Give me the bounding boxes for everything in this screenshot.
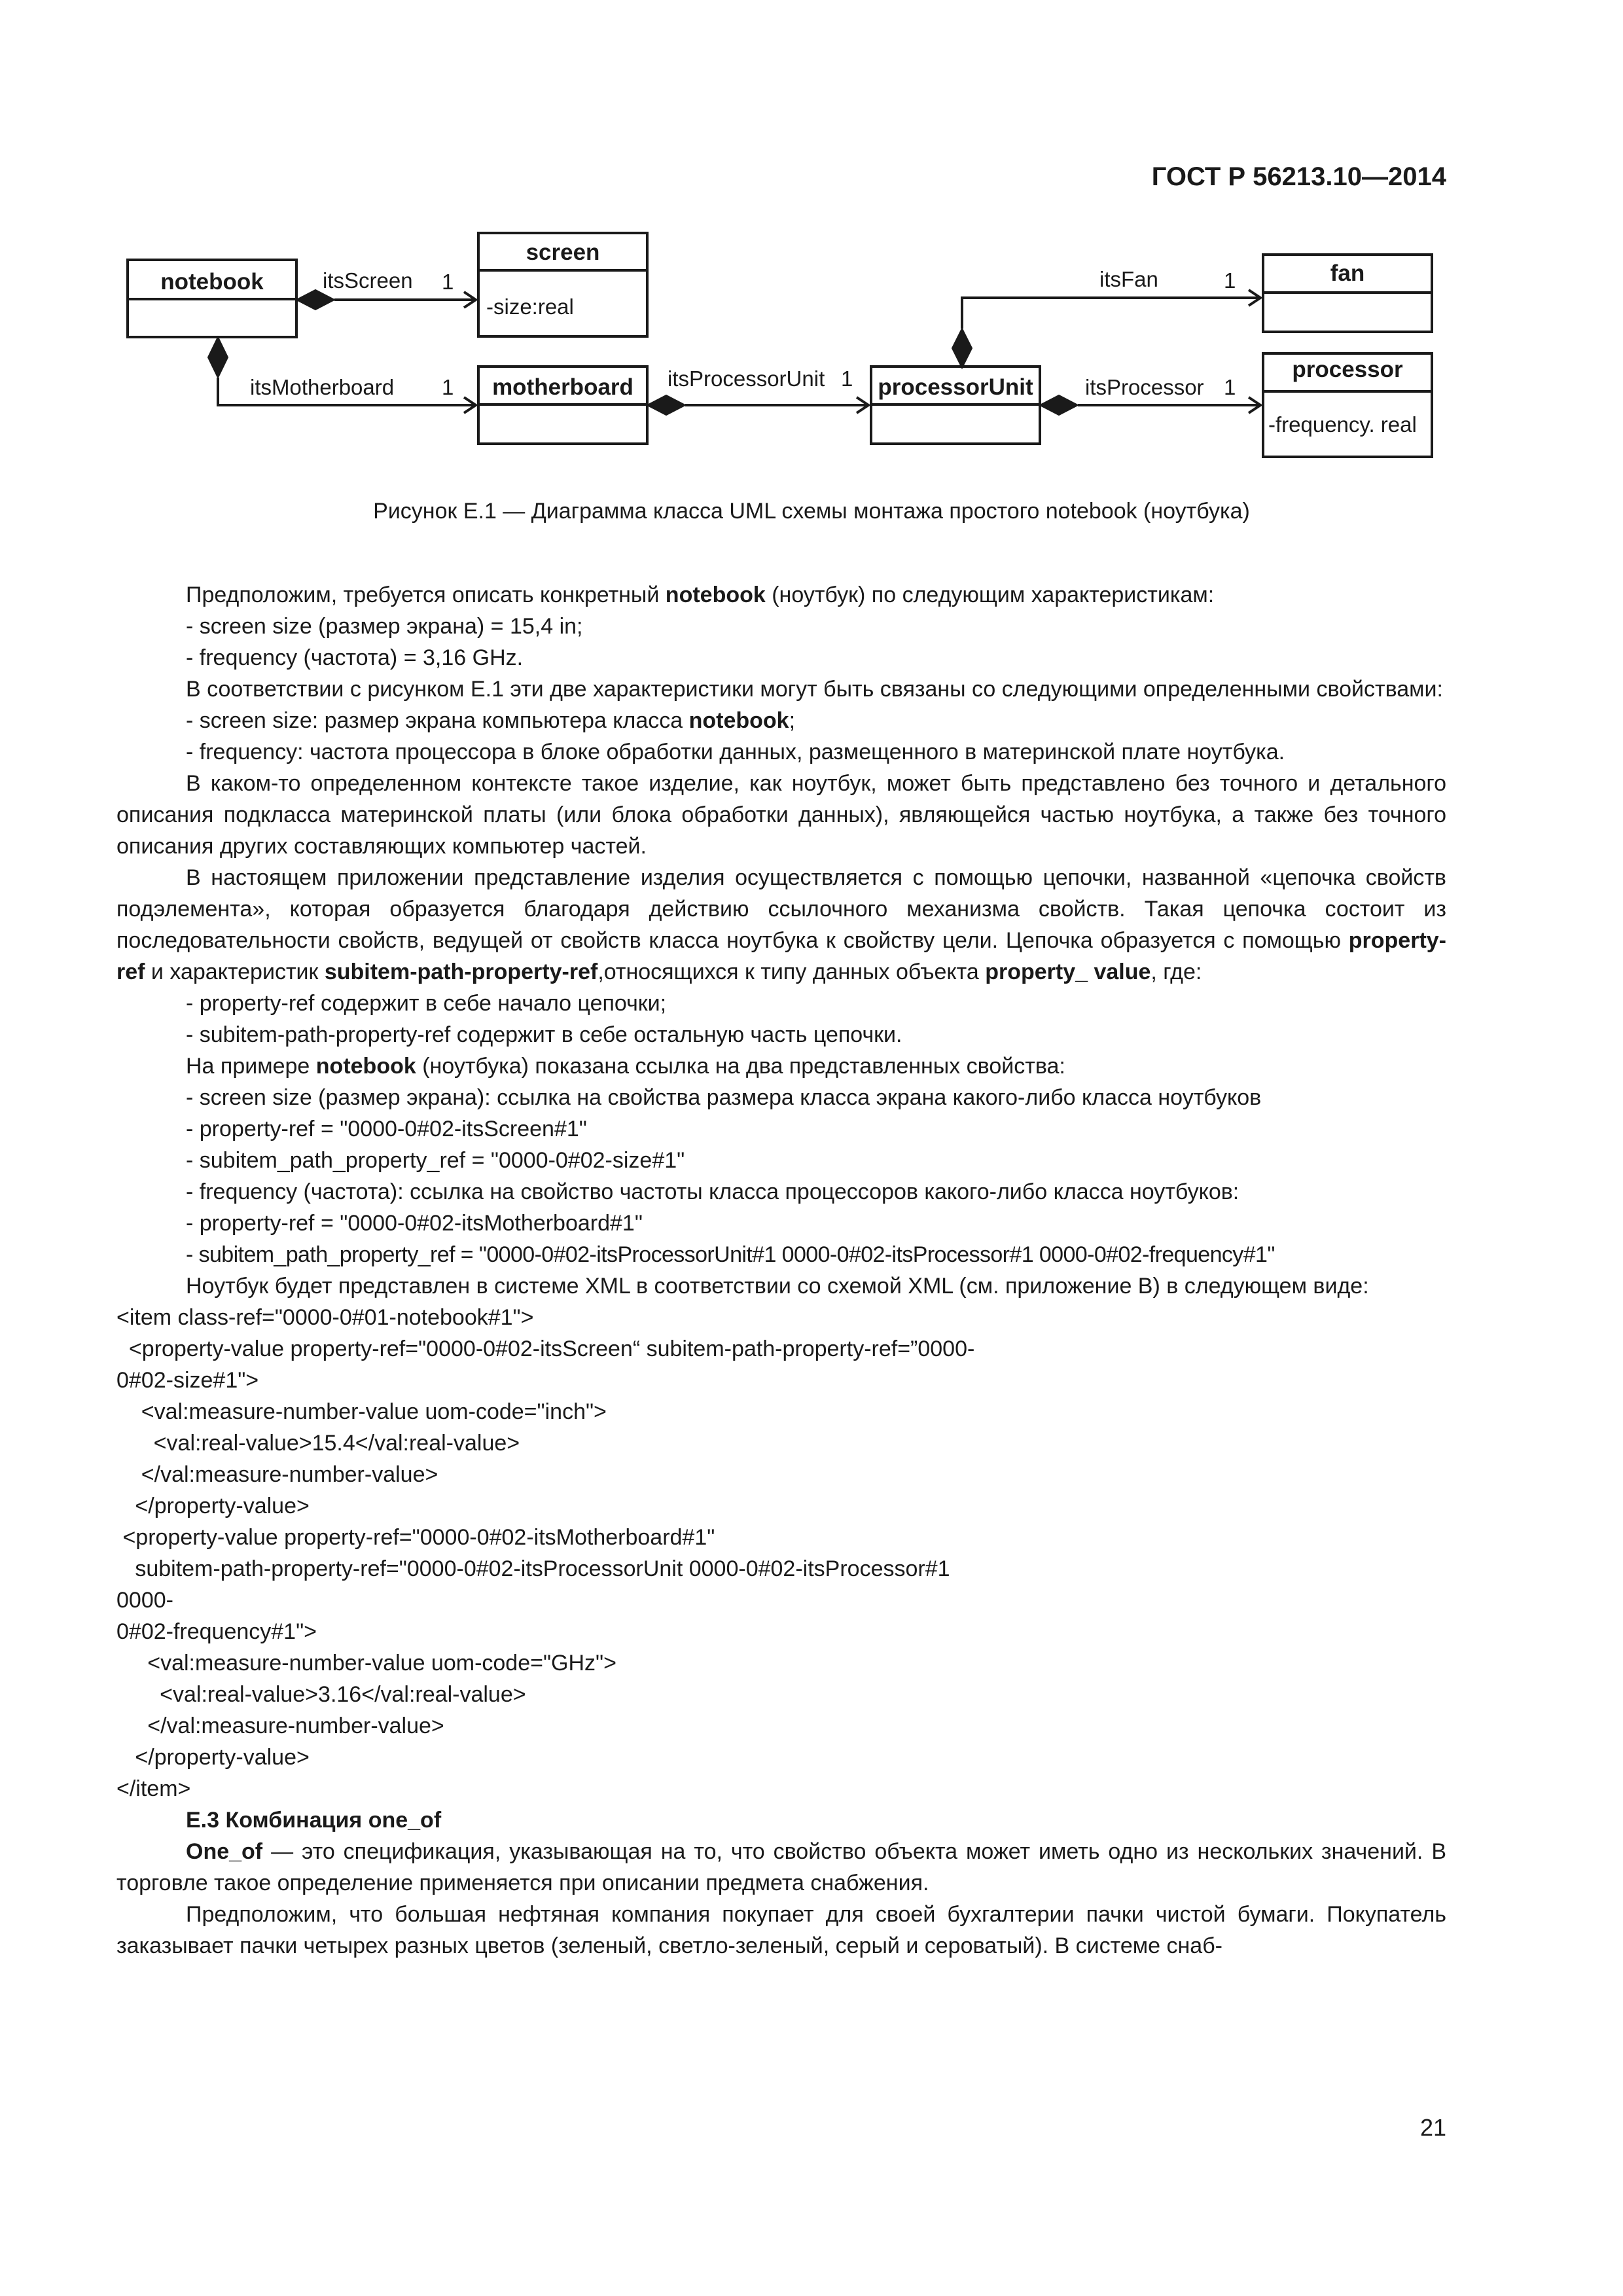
class-processor: processor: [1292, 357, 1403, 382]
code-line: 0#02-frequency#1">: [116, 1619, 317, 1644]
multiplicity: 1: [442, 270, 454, 294]
list-item: - screen size: размер экрана компьютера класса notebook;: [186, 708, 796, 733]
code-line: </val:measure-number-value>: [116, 1462, 438, 1487]
code-line: </val:measure-number-value>: [116, 1713, 444, 1738]
list-item: - subitem-path-property-ref содержит в себе остальную часть цепочки.: [186, 1022, 902, 1047]
code-line: <val:measure-number-value uom-code="inch">: [116, 1399, 607, 1424]
code-line: 0#02-size#1">: [116, 1368, 259, 1393]
code-line: </item>: [116, 1776, 191, 1801]
code-line: </property-value>: [116, 1745, 310, 1770]
multiplicity: 1: [442, 375, 454, 399]
class-processorUnit: processorUnit: [878, 374, 1033, 400]
code-line: <val:measure-number-value uom-code="GHz">: [116, 1651, 616, 1676]
uml-class-diagram: [0, 0, 1623, 471]
code-line: 0000-: [116, 1588, 173, 1613]
composition-diamond: [1040, 395, 1078, 415]
paragraph: Предположим, что большая нефтяная компания покупает для своей бухгалтерии пачки чистой бумаги. Покупатель заказывает пачки четырех разных цветов (зеленый, светло-зеленый, серый и сероватый). В системе снаб-: [116, 1902, 1446, 1958]
list-item: - frequency (частота): ссылка на свойство частоты класса процессоров какого-либо класса ноутбуков:: [186, 1179, 1240, 1204]
role-itsMotherboard: itsMotherboard: [250, 375, 395, 399]
paragraph: В настоящем приложении представление изделия осуществляется с помощью цепочки, названной «цепочка свойств подэлемента», которая образуется благодаря действию ссылочного механизма свойств. Такая цепочка состоит из последовательности свойств, ведущей от свойств класса ноутбука к свойству цели. Цепочка образуется с помощью property-ref и характеристик subitem-path-property-ref,относящихся к типу данных объекта property_ value, где:: [116, 865, 1446, 984]
code-line: subitem-path-property-ref="0000-0#02-itsProcessorUnit 0000-0#02-itsProcessor#1: [116, 1556, 950, 1581]
code-line: <val:real-value>15.4</val:real-value>: [116, 1431, 520, 1456]
class-fan: fan: [1330, 260, 1365, 286]
multiplicity: 1: [1224, 375, 1236, 399]
list-item: - frequency: частота процессора в блоке обработки данных, размещенного в материнской плате ноутбука.: [186, 740, 1285, 764]
paragraph: Ноутбук будет представлен в системе XML в соответствии со схемой XML (см. приложение В) в следующем виде:: [186, 1274, 1369, 1299]
code-line: <property-value property-ref="0000-0#02-itsMotherboard#1": [116, 1525, 715, 1550]
role-itsScreen: itsScreen: [323, 268, 413, 293]
list-item: - screen size (размер экрана): ссылка на свойства размера класса экрана какого-либо класса ноутбуков: [186, 1085, 1262, 1110]
code-line: <item class-ref="0000-0#01-notebook#1">: [116, 1305, 534, 1330]
document-header: ГОСТ Р 56213.10—2014: [1151, 162, 1446, 191]
class-screen: screen: [526, 240, 600, 265]
figure-caption: Рисунок Е.1 — Диаграмма класса UML схемы монтажа простого notebook (ноутбука): [373, 499, 1250, 524]
section-heading: Е.3 Комбинация one_of: [186, 1808, 442, 1833]
class-notebook: notebook: [160, 269, 264, 295]
paragraph: В каком-то определенном контексте такое изделие, как ноутбук, может быть представлено без точного и детального описания подкласса материнской платы (или блока обработки данных), являющейся частью ноутбука, а также без точного описания других составляющих компьютер частей.: [116, 771, 1446, 859]
list-item: - property-ref = "0000-0#02-itsMotherboard#1": [186, 1211, 643, 1236]
composition-diamond: [952, 329, 972, 368]
attr-frequency: -frequency. real: [1268, 412, 1417, 437]
list-item: - subitem_path_property_ref = "0000-0#02-size#1": [186, 1148, 685, 1173]
list-item: - property-ref содержит в себе начало цепочки;: [186, 991, 667, 1016]
page-number: 21: [1419, 2114, 1446, 2141]
class-motherboard: motherboard: [492, 374, 633, 400]
paragraph: В соответствии с рисунком Е.1 эти две характеристики могут быть связаны со следующими определенными свойствами:: [186, 677, 1443, 702]
list-item: - frequency (частота) = 3,16 GHz.: [186, 645, 524, 670]
list-item: - subitem_path_property_ref = "0000-0#02-itsProcessorUnit#1 0000-0#02-itsProcessor#1 0000-0#02-frequency#1": [186, 1242, 1275, 1267]
code-line: <val:real-value>3.16</val:real-value>: [116, 1682, 526, 1707]
code-line: </property-value>: [116, 1494, 310, 1518]
paragraph: Предположим, требуется описать конкретный notebook (ноутбук) по следующим характеристикам:: [186, 583, 1215, 607]
multiplicity: 1: [1224, 268, 1236, 293]
list-item: - screen size (размер экрана) = 15,4 in;: [186, 614, 583, 639]
role-itsProcessor: itsProcessor: [1085, 375, 1204, 399]
body-text: [116, 579, 1446, 1962]
paragraph: На примере notebook (ноутбука) показана ссылка на два представленных свойства:: [186, 1054, 1065, 1079]
composition-diamond: [208, 337, 228, 378]
composition-diamond: [647, 395, 685, 415]
role-itsProcessorUnit: itsProcessorUnit: [668, 367, 825, 391]
paragraph: One_of — это спецификация, указывающая на то, что свойство объекта может иметь одно из нескольких значений. В торговле такое определение применяется при описании предмета снабжения.: [116, 1839, 1446, 1895]
multiplicity: 1: [841, 367, 853, 391]
code-line: <property-value property-ref="0000-0#02-itsScreen“ subitem-path-property-ref=”0000-: [116, 1336, 975, 1361]
composition-diamond: [296, 290, 334, 310]
attr-size: -size:real: [486, 295, 574, 319]
role-itsFan: itsFan: [1099, 267, 1158, 291]
list-item: - property-ref = "0000-0#02-itsScreen#1": [186, 1117, 587, 1141]
